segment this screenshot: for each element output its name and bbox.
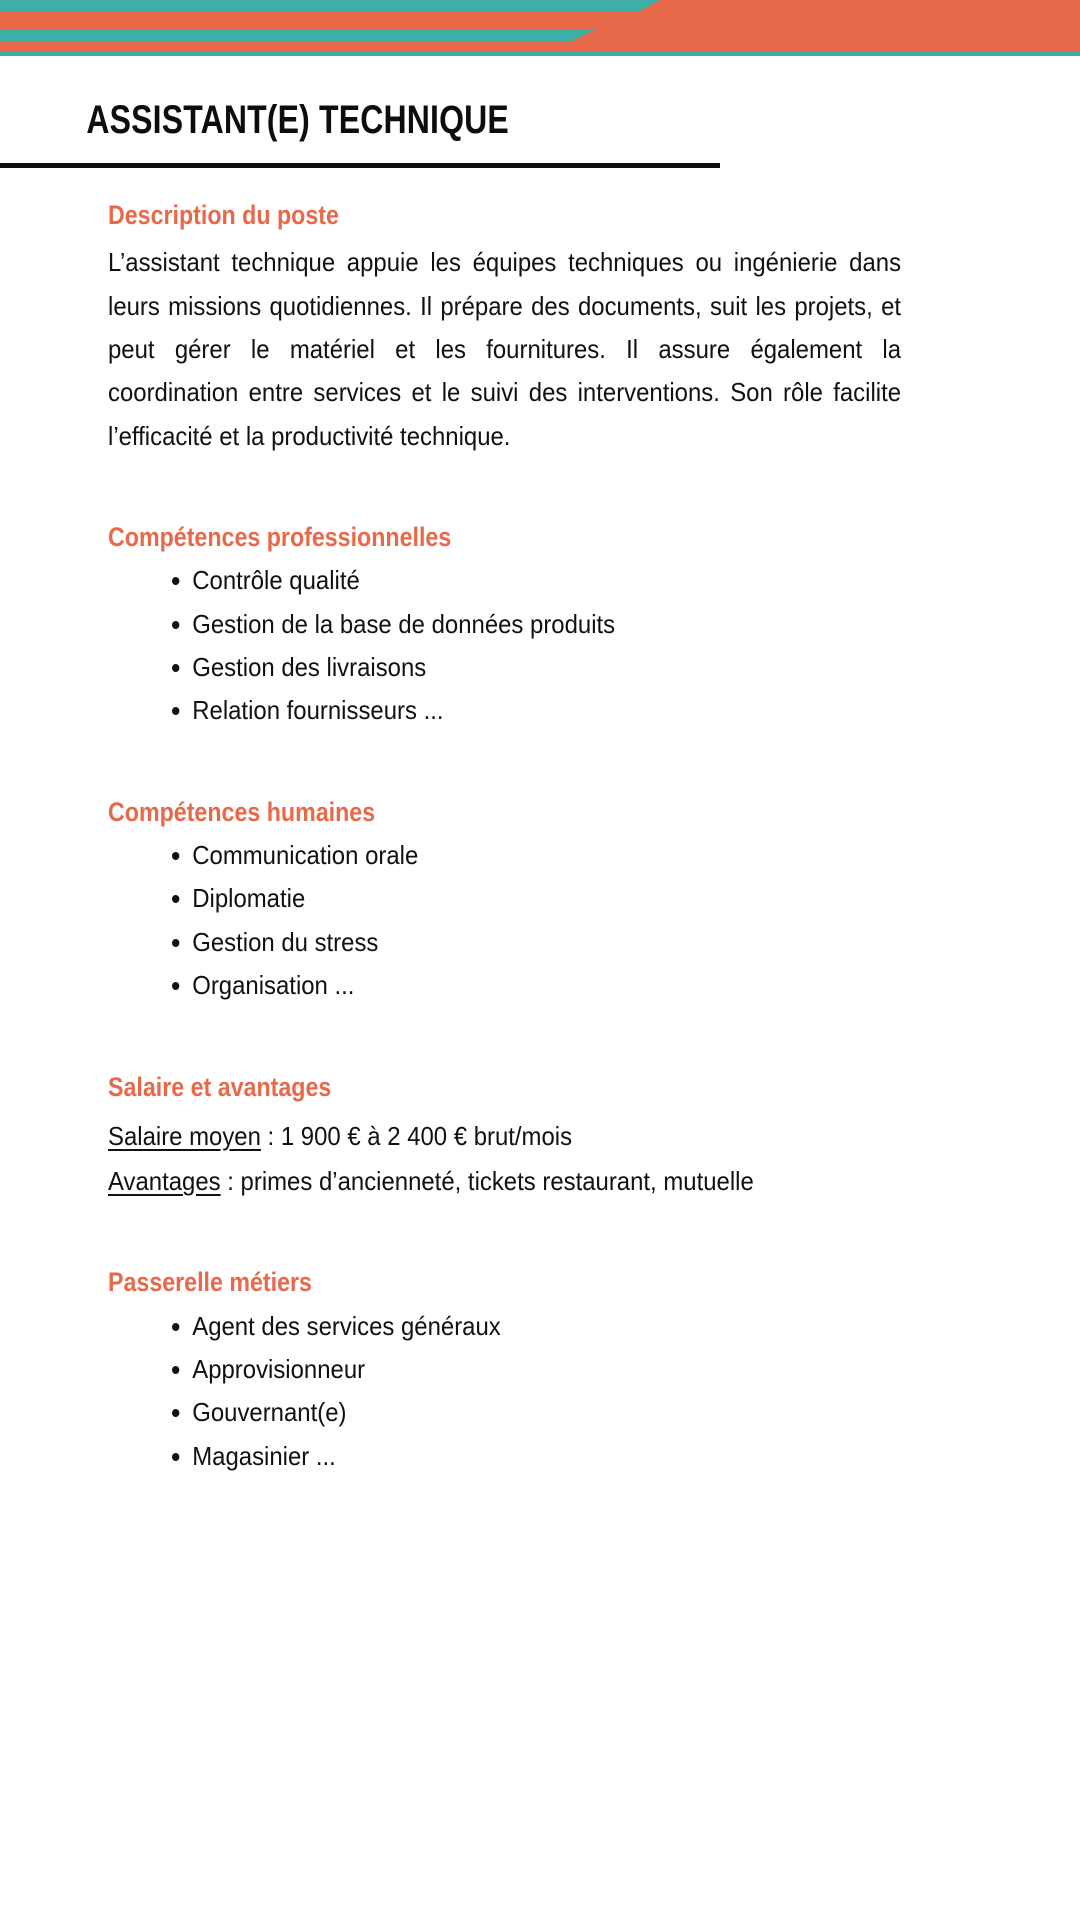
competences-humaines-list	[108, 834, 972, 1008]
document-content	[0, 168, 1080, 1478]
list-item: Magasinier ...	[172, 1435, 908, 1478]
section-heading-competences-humaines: Compétences humaines	[108, 796, 376, 827]
header-banner	[0, 0, 1080, 56]
spacer	[108, 458, 972, 520]
list-item: Diplomatie	[172, 877, 908, 920]
banner-stripes-graphic	[0, 0, 1080, 56]
list-item: Approvisionneur	[172, 1348, 908, 1391]
list-item: Relation fournisseurs ...	[172, 689, 908, 732]
banner-teal-stripe-top	[0, 0, 660, 11]
list-item: Gestion des livraisons	[172, 646, 908, 689]
avantages-label: Avantages	[108, 1166, 221, 1197]
spacer	[108, 733, 972, 795]
list-item: Communication orale	[172, 834, 908, 877]
section-heading-description: Description du poste	[108, 200, 339, 230]
avantages-line	[108, 1160, 903, 1203]
passerelle-metiers-list	[108, 1305, 972, 1479]
spacer	[108, 1203, 972, 1265]
spacer	[108, 1105, 972, 1113]
section-heading-competences-professionnelles: Compétences professionnelles	[108, 522, 452, 553]
page-title: ASSISTANT(E) TECHNIQUE	[86, 98, 509, 142]
spacer	[108, 168, 972, 198]
list-item: Contrôle qualité	[172, 559, 908, 602]
section-heading-passerelle-metiers: Passerelle métiers	[108, 1267, 312, 1298]
list-item: Gestion de la base de données produits	[172, 603, 908, 646]
list-item: Gouvernant(e)	[172, 1391, 908, 1434]
spacer	[108, 233, 972, 241]
description-paragraph: L’assistant technique appuie les équipes techniques ou ingénierie dans leurs missions quotidiennes. Il prépare des documents, suit les projets, et peut gérer le matériel et les fournitures. Il assure également la coordination entre services et le suivi des interventions. Son rôle facilite l’efficacité et la productivité technique.	[108, 247, 902, 451]
salaire-moyen-line	[108, 1115, 903, 1158]
banner-teal-stripe-middle	[0, 30, 595, 41]
competences-professionnelles-list	[108, 559, 972, 733]
list-item: Agent des services généraux	[172, 1305, 908, 1348]
list-item: Organisation ...	[172, 964, 908, 1007]
list-item: Gestion du stress	[172, 921, 908, 964]
spacer	[108, 1008, 972, 1070]
avantages-value: : primes d’ancienneté, tickets restaurant, mutuelle	[220, 1166, 754, 1197]
section-heading-salaire-avantages: Salaire et avantages	[108, 1071, 332, 1102]
salaire-moyen-value: : 1 900 € à 2 400 € brut/mois	[260, 1120, 573, 1151]
document-page	[0, 56, 1080, 1478]
salaire-moyen-label: Salaire moyen	[108, 1120, 261, 1151]
